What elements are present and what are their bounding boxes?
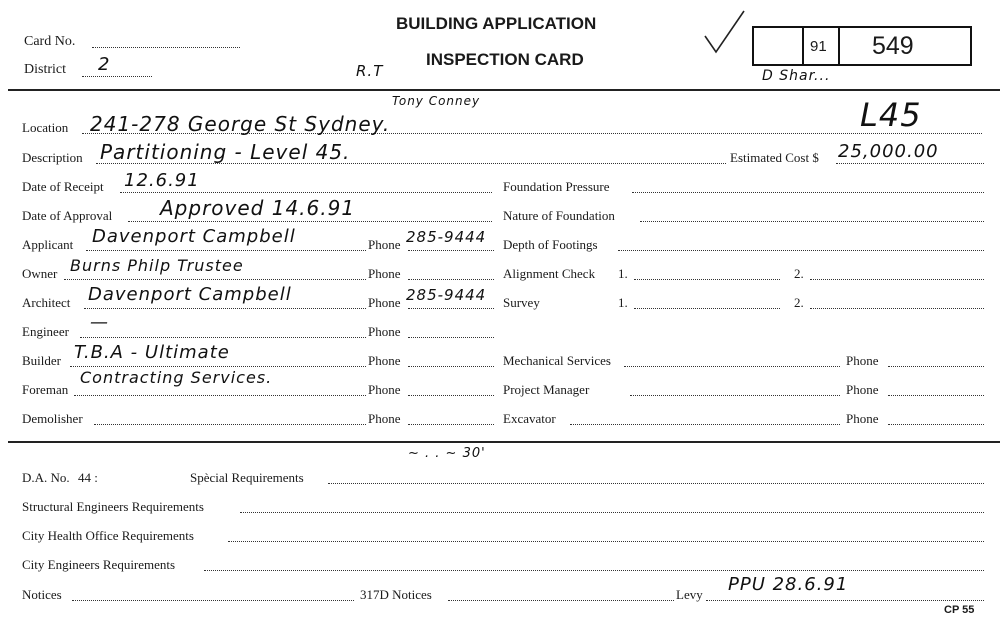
project-manager-phone-line [888, 395, 984, 396]
survey-line1 [634, 308, 780, 309]
alignment-check-label: Alignment Check [503, 266, 596, 281]
middle-rule [8, 441, 1000, 443]
excavator-phone-label: Phone [846, 411, 879, 426]
applicant-phone-line [408, 250, 494, 251]
engineers-req-line [204, 570, 984, 571]
demolisher-label: Demolisher [22, 411, 83, 426]
box-divider-left [802, 28, 804, 64]
box-divider-right [838, 28, 840, 64]
applicant-value: Davenport Campbell [92, 226, 296, 247]
alignment-line1 [634, 279, 780, 280]
foreman-value: Contracting Services. [80, 368, 273, 387]
architect-phone-line [408, 308, 494, 309]
architect-label: Architect [22, 295, 71, 310]
survey-num1: 1. [618, 295, 628, 310]
applicant-phone-label: Phone [368, 237, 401, 252]
nature-foundation-label: Nature of Foundation [503, 208, 615, 223]
foundation-pressure-label: Foundation Pressure [503, 179, 610, 194]
mechanical-label: Mechanical Services [503, 353, 611, 368]
engineer-phone-label: Phone [368, 324, 401, 339]
demolisher-phone-label: Phone [368, 411, 401, 426]
approval-line [128, 221, 492, 222]
special-req-line [328, 483, 984, 484]
architect-phone-label: Phone [368, 295, 401, 310]
foreman-line [74, 395, 366, 396]
da-no-value: 44 : [78, 470, 98, 485]
owner-label: Owner [22, 266, 58, 281]
foundation-pressure-line [632, 192, 984, 193]
foreman-phone-line [408, 395, 494, 396]
survey-num2: 2. [794, 295, 804, 310]
alignment-num1: 1. [618, 266, 628, 281]
builder-line [70, 366, 366, 367]
owner-line [64, 279, 366, 280]
card-no-label: Card No. [24, 34, 76, 49]
survey-label: Survey [503, 295, 540, 310]
owner-phone-label: Phone [368, 266, 401, 281]
levy-value: PPU 28.6.91 [728, 574, 849, 595]
excavator-phone-line [888, 424, 984, 425]
excavator-label: Excavator [503, 411, 556, 426]
district-label: District [24, 62, 66, 77]
card-number-box [752, 26, 972, 66]
project-manager-label: Project Manager [503, 382, 590, 397]
approval-value: Approved 14.6.91 [160, 196, 356, 220]
box-year: 91 [810, 38, 827, 55]
architect-phone: 285-9444 [406, 286, 487, 304]
health-req-label: City Health Office Requirements [22, 528, 194, 543]
architect-value: Davenport Campbell [88, 284, 292, 305]
applicant-line [86, 250, 366, 251]
nature-foundation-line [640, 221, 984, 222]
mechanical-phone-label: Phone [846, 353, 879, 368]
notices-317d-label: 317D Notices [360, 587, 432, 602]
excavator-line [570, 424, 840, 425]
form-code: CP 55 [944, 604, 975, 616]
description-label: Description [22, 150, 83, 165]
engineer-label: Engineer [22, 324, 69, 339]
applicant-label: Applicant [22, 237, 74, 252]
depth-footings-label: Depth of Footings [503, 237, 598, 252]
alignment-num2: 2. [794, 266, 804, 281]
project-manager-line [630, 395, 840, 396]
card-no-line [92, 47, 240, 48]
engineer-phone-line [408, 337, 494, 338]
structural-req-label: Structural Engineers Requirements [22, 499, 204, 514]
builder-phone-label: Phone [368, 353, 401, 368]
demolisher-line [94, 424, 366, 425]
architect-line [84, 308, 366, 309]
engineer-line [80, 337, 366, 338]
mechanical-line [624, 366, 840, 367]
demolisher-phone-line [408, 424, 494, 425]
foreman-phone-label: Phone [368, 382, 401, 397]
location-value: 241-278 George St Sydney. [90, 112, 391, 136]
estimated-cost-line [836, 163, 984, 164]
box-number: 549 [872, 32, 914, 60]
owner-value: Burns Philp Trustee [70, 256, 244, 275]
depth-footings-line [618, 250, 984, 251]
foreman-label: Foreman [22, 382, 69, 397]
card-title-line1: BUILDING APPLICATION [396, 14, 597, 33]
location-label: Location [22, 120, 69, 135]
approval-label: Date of Approval [22, 208, 113, 223]
location-note: Tony Conney [392, 94, 481, 108]
engineer-value: — [90, 312, 109, 333]
receipt-line [120, 192, 492, 193]
description-value: Partitioning - Level 45. [100, 140, 351, 164]
header-rule [8, 89, 1000, 91]
notices-label: Notices [22, 587, 62, 602]
project-manager-phone-label: Phone [846, 382, 879, 397]
notices-line [72, 600, 354, 601]
special-req-label: Spècial Requirements [190, 470, 304, 485]
district-line [82, 76, 152, 77]
mechanical-phone-line [888, 366, 984, 367]
notices-317d-line [448, 600, 674, 601]
district-value: 2 [98, 54, 111, 75]
estimated-cost-value: 25,000.00 [838, 141, 939, 162]
engineers-req-label: City Engineers Requirements [22, 557, 176, 572]
special-req-note: ~ . . ~ 30' [408, 446, 486, 461]
alignment-line2 [810, 279, 984, 280]
builder-phone-line [408, 366, 494, 367]
initials-note: R.T [356, 62, 384, 80]
receipt-value: 12.6.91 [124, 170, 200, 191]
builder-label: Builder [22, 353, 61, 368]
levy-label: Levy [676, 587, 703, 602]
officer-note: D Shar... [762, 68, 831, 84]
card-title-line2: INSPECTION CARD [426, 50, 584, 69]
estimated-cost-label: Estimated Cost $ [730, 150, 819, 165]
applicant-phone: 285-9444 [406, 228, 487, 246]
receipt-label: Date of Receipt [22, 179, 104, 194]
da-no-label: D.A. No. [22, 470, 70, 485]
survey-line2 [810, 308, 984, 309]
structural-req-line [240, 512, 984, 513]
builder-value: T.B.A - Ultimate [74, 342, 230, 363]
owner-phone-line [408, 279, 494, 280]
levy-line [706, 600, 984, 601]
check-mark-icon [702, 8, 748, 58]
level-mark: L45 [860, 96, 922, 134]
health-req-line [228, 541, 984, 542]
